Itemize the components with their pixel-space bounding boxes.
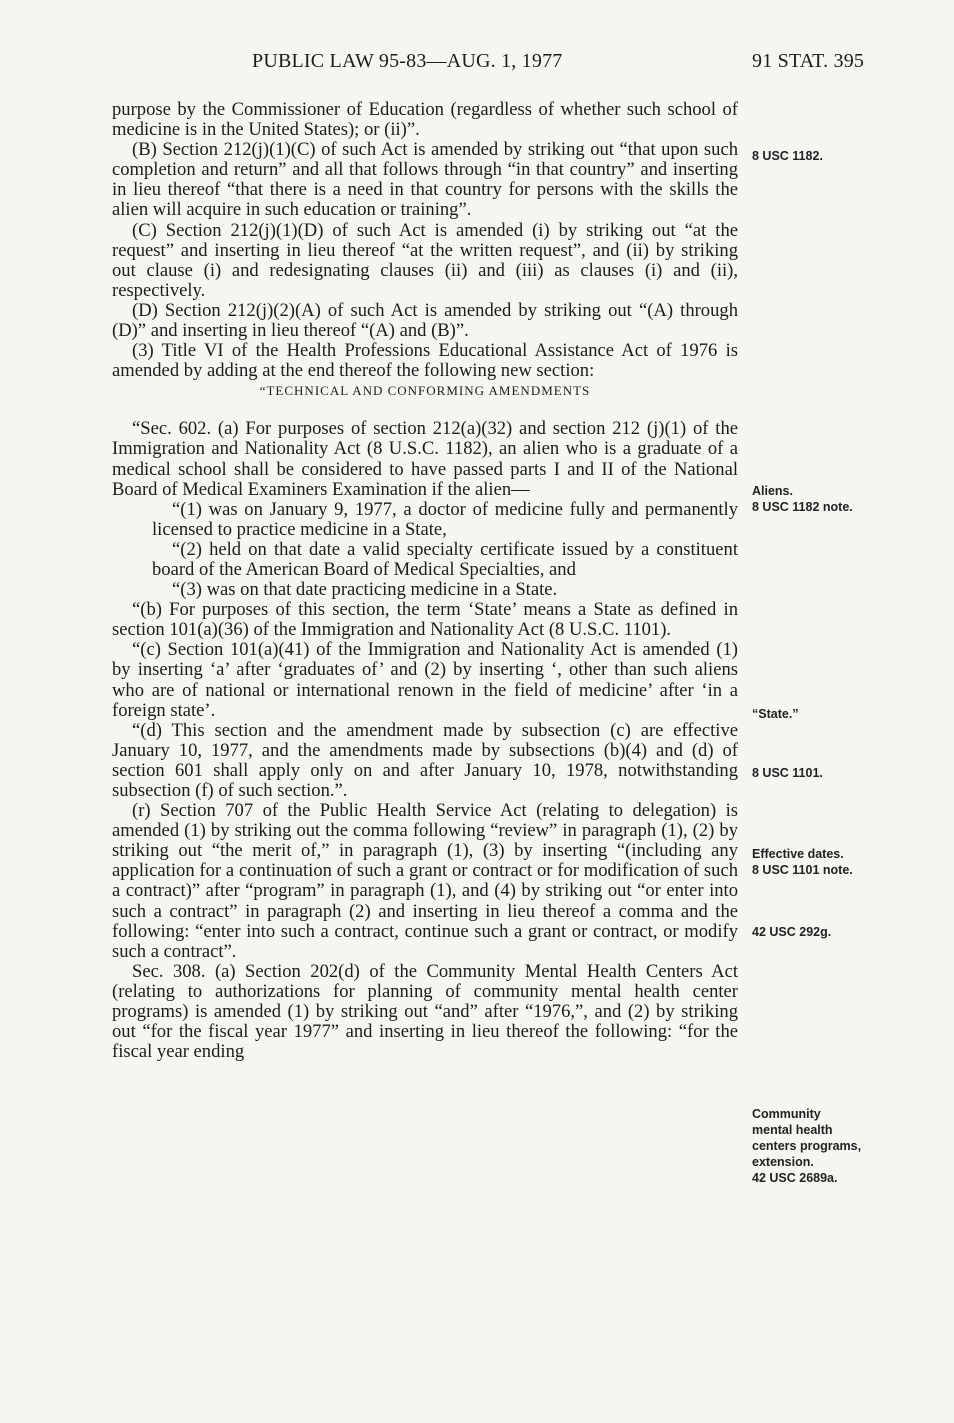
paragraph-b: (B) Section 212(j)(1)(C) of such Act is amended by striking out “that upon such completion and return” and all that follows through “in that country” and inserting in lieu thereof “that there is a need in that country for persons with the skills the alien will acquire in such education or training”. bbox=[112, 139, 738, 221]
margin-note-text: 8 USC 1182. bbox=[752, 149, 823, 163]
margin-note-42-usc-292g bbox=[752, 924, 942, 940]
list-item-1: “(1) was on January 9, 1977, a doctor of medicine fully and permanently licensed to practice medicine in a State, bbox=[152, 498, 738, 540]
paragraph-continuation: purpose by the Commissioner of Education (regardless of whether such school of medicine is in the United States); or (ii)”. bbox=[112, 99, 738, 141]
margin-note-state bbox=[752, 706, 942, 722]
margin-note-8-usc-1182 bbox=[752, 148, 942, 164]
paragraph-r: (r) Section 707 of the Public Health Service Act (relating to delegation) is amended (1) by striking out the comma following “review” in paragraph (1), (2) by striking out “the merit of,” in paragraph (1), (3) by inserting “(including any application for a continuation of such a grant or contract or for modification of such a contract)” after “program” in paragraph (1), and (4) by striking out “or enter into such a contract” in paragraph (2) and inserting in lieu thereof a comma and the following: “enter into such a contract, continue such a grant or contract, or modify such a contract”. bbox=[112, 800, 738, 962]
paragraph-sec-602-a: “Sec. 602. (a) For purposes of section 212(a)(32) and section 212 (j)(1) of the Immigration and Nationality Act (8 U.S.C. 1182), an alien who is a graduate of a medical school shall be considered to have passed parts I and II of the National Board of Medical Examiners Examination if the alien— bbox=[112, 418, 738, 500]
page-header bbox=[0, 50, 954, 80]
margin-note-effective-dates bbox=[752, 846, 942, 878]
margin-note-text: mental health bbox=[752, 1123, 833, 1137]
margin-note-text: Aliens. bbox=[752, 484, 793, 498]
margin-note-text: 8 USC 1101. bbox=[752, 766, 823, 780]
paragraph-sec-308: Sec. 308. (a) Section 202(d) of the Community Mental Health Centers Act (relating to authorizations for planning of community mental health center programs) is amended (1) by striking out “and” after “1976,”, and (2) by striking out “for the fiscal year 1977” and inserting in lieu thereof the following: “for the fiscal year ending bbox=[112, 960, 738, 1063]
margin-note-text: “State.” bbox=[752, 707, 799, 721]
margin-note-text: 8 USC 1101 note. bbox=[752, 863, 853, 877]
header-title: PUBLIC LAW 95-83—AUG. 1, 1977 bbox=[252, 50, 563, 72]
margin-note-8-usc-1101 bbox=[752, 765, 942, 781]
header-page-number: 91 STAT. 395 bbox=[752, 50, 865, 72]
margin-note-text: centers programs, bbox=[752, 1139, 862, 1153]
paragraph-sec-602-d: “(d) This section and the amendment made by subsection (c) are effective January 10, 1977, and the amendments made by subsections (b)(4) and (d) of section 601 shall apply only on and after January 10, 1978, notwithstanding subsection (f) of such section.”. bbox=[112, 719, 738, 801]
list-item-3: “(3) was on that date practicing medicine in a State. bbox=[172, 579, 558, 601]
margin-note-text: 8 USC 1182 note. bbox=[752, 500, 853, 514]
margin-note-text: 42 USC 2689a. bbox=[752, 1171, 838, 1185]
paragraph-sec-602-c: “(c) Section 101(a)(41) of the Immigration and Nationality Act is amended (1) by inserting ‘a’ after ‘graduates of’ and (2) by inserting ‘, other than such aliens who are of national or international renown in the field of medicine’ after ‘in a foreign state’. bbox=[112, 639, 738, 721]
margin-note-text: 42 USC 292g. bbox=[752, 925, 832, 939]
paragraph-c: (C) Section 212(j)(1)(D) of such Act is amended (i) by striking out “at the request” and inserting in lieu thereof “at the written request”, and (ii) by striking out clause (i) and redesignating clauses (ii) and (iii) as clauses (i) and (ii), respectively. bbox=[112, 219, 738, 301]
section-heading: “TECHNICAL AND CONFORMING AMENDMENTS bbox=[259, 383, 591, 399]
list-item-2: “(2) held on that date a valid specialty certificate issued by a constituent board of the American Board of Medical Specialties, and bbox=[152, 538, 738, 580]
margin-note-aliens bbox=[752, 483, 942, 515]
margin-note-text: Community bbox=[752, 1107, 821, 1121]
paragraph-3: (3) Title VI of the Health Professions Educational Assistance Act of 1976 is amended by adding at the end thereof the following new section: bbox=[112, 340, 738, 382]
margin-note-community-mental-health bbox=[752, 1106, 942, 1186]
body-text bbox=[112, 100, 738, 1062]
margin-note-text: extension. bbox=[752, 1155, 814, 1169]
margin-note-text: Effective dates. bbox=[752, 847, 844, 861]
paragraph-sec-602-b: “(b) For purposes of this section, the term ‘State’ means a State as defined in section 101(a)(36) of the Immigration and Nationality Act (8 U.S.C. 1101). bbox=[112, 599, 738, 641]
paragraph-d: (D) Section 212(j)(2)(A) of such Act is amended by striking out “(A) through (D)” and inserting in lieu thereof “(A) and (B)”. bbox=[112, 299, 738, 342]
